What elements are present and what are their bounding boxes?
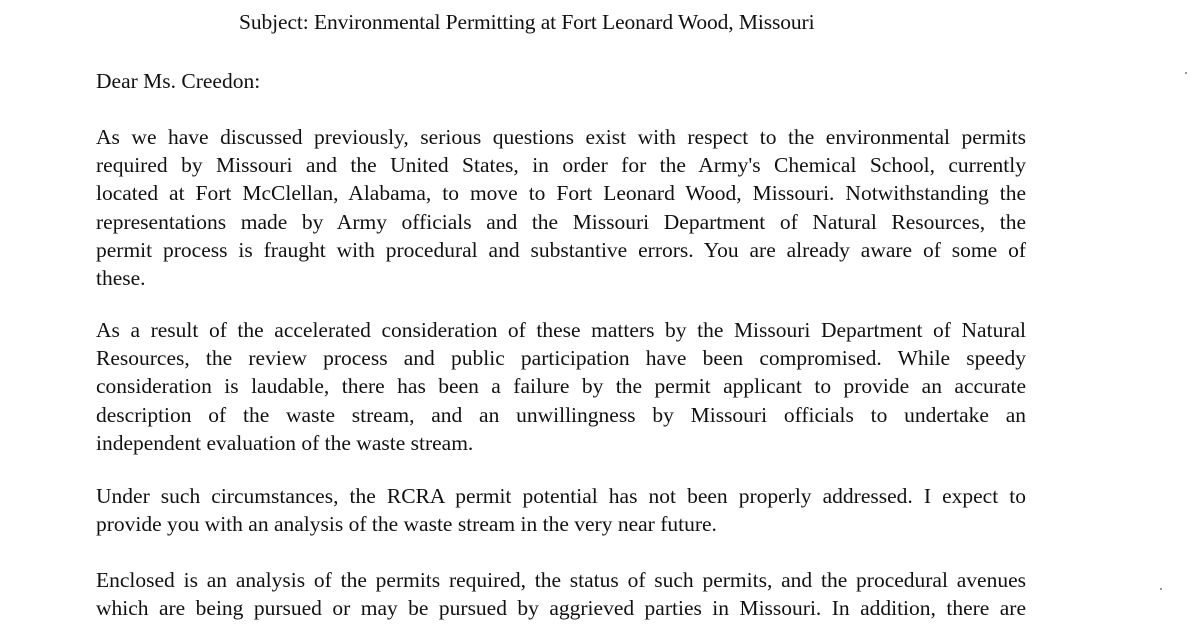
paragraph-line: located at Fort McClellan, Alabama, to move to Fort Leonard Wood, Missouri. Notwithstanding the [96,181,1026,206]
paragraph-line: permit process is fraught with procedural and substantive errors. You are already aware of some of [96,237,1026,262]
paragraph-line: representations made by Army officials and the Missouri Department of Natural Resources, the [96,209,1026,234]
paragraph-line: As we have discussed previously, serious questions exist with respect to the environmental permits [96,125,1026,149]
paragraph-line: description of the waste stream, and an unwillingness by Missouri officials to undertake an [96,402,1026,427]
paragraph-line: Enclosed is an analysis of the permits required, the status of such permits, and the procedural avenues [96,568,1026,592]
paragraph-line: independent evaluation of the waste stream. [96,430,474,455]
paragraph-3 [96,482,1026,538]
scan-speck [1160,588,1162,590]
paragraph-4 [96,566,1026,622]
paragraph-line: provide you with an analysis of the waste stream in the very near future. [96,512,717,537]
paragraph-2 [96,316,1026,457]
paragraph-line: these. [96,265,146,290]
paragraph-line: required by Missouri and the United States, in order for the Army's Chemical School, currently [96,153,1026,178]
paragraph-line: As a result of the accelerated consideration of these matters by the Missouri Department of Natural [96,318,1026,342]
paragraph-line: Resources, the review process and public participation have been compromised. While speedy [96,346,1026,371]
salutation: Dear Ms. Creedon: [96,69,261,93]
subject-line: Subject: Environmental Permitting at Fort Leonard Wood, Missouri [239,10,815,34]
paragraph-line: Under such circumstances, the RCRA permit potential has not been properly addressed. I expect to [96,484,1026,508]
paragraph-line: consideration is laudable, there has been a failure by the permit applicant to provide an accurate [96,374,1026,399]
paragraph-1 [96,123,1026,292]
scan-speck [1185,72,1187,74]
paragraph-line: which are being pursued or may be pursued by aggrieved parties in Missouri. In addition, there are [96,596,1026,621]
